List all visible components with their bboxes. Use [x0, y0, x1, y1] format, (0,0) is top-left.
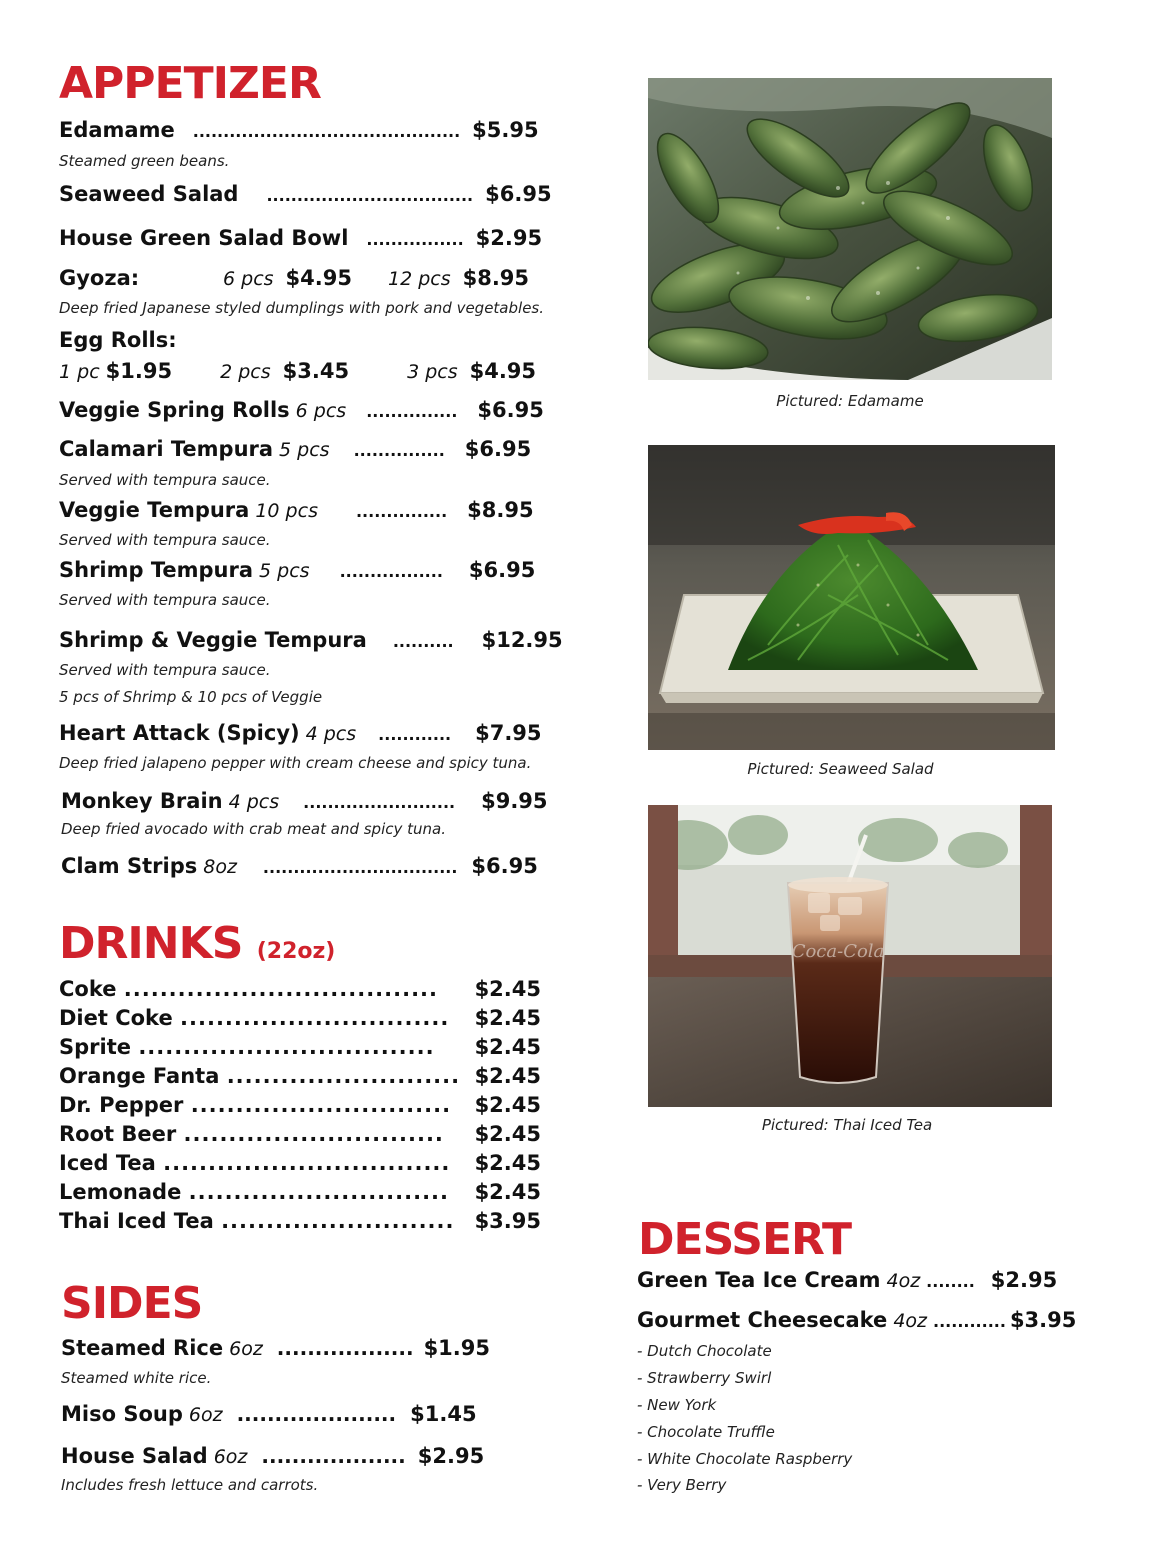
dessert-heading: DESSERT	[638, 1214, 851, 1265]
item-name: Orange Fanta	[59, 1064, 220, 1088]
drinks-heading-size: (22oz)	[256, 939, 336, 964]
item-description: Served with tempura sauce.	[59, 591, 271, 609]
leader-dots: .................................	[138, 1035, 435, 1059]
menu-item-edamame	[59, 118, 539, 142]
item-quantity: 4oz	[886, 1270, 921, 1292]
leader-dots: ................	[366, 230, 464, 249]
item-price: $2.45	[474, 1093, 541, 1117]
item-quantity: 2 pcs	[220, 361, 271, 383]
menu-item-house-salad	[61, 1444, 484, 1468]
leader-dots: ...................	[261, 1444, 406, 1468]
leader-dots: .............................	[183, 1122, 444, 1146]
item-quantity: 12 pcs	[387, 268, 451, 290]
item-name: Seaweed Salad	[59, 182, 239, 206]
item-quantity: 3 pcs	[407, 361, 458, 383]
item-name: Miso Soup	[61, 1402, 183, 1426]
cheesecake-flavor: - Dutch Chocolate	[637, 1342, 772, 1360]
item-price: $4.95	[469, 359, 537, 383]
item-quantity: 6oz	[229, 1338, 263, 1360]
item-price: $7.95	[475, 721, 542, 745]
item-quantity: 10 pcs	[255, 500, 318, 522]
menu-item-green-tea-ice-cream	[637, 1268, 1057, 1292]
item-name: Shrimp & Veggie Tempura	[59, 628, 367, 652]
item-quantity: 5 pcs	[279, 439, 330, 461]
item-name: Dr. Pepper	[59, 1093, 184, 1117]
leader-dots: ...............	[355, 502, 448, 521]
item-name: Lemonade	[59, 1180, 182, 1204]
drink-item	[59, 1006, 541, 1030]
item-price: $6.95	[477, 398, 544, 422]
item-description: Served with tempura sauce.	[59, 531, 271, 549]
item-description: Deep fried Japanese styled dumplings with pork and vegetables.	[59, 299, 545, 317]
item-price: $6.95	[471, 854, 538, 878]
item-quantity: 4oz	[893, 1310, 927, 1332]
item-name: Gourmet Cheesecake	[637, 1308, 888, 1332]
item-price: $2.45	[474, 1122, 541, 1146]
item-description: Served with tempura sauce.	[59, 661, 271, 679]
menu-item-monkey-brain	[61, 789, 548, 813]
item-name: Shrimp Tempura	[59, 558, 254, 582]
menu-item-gyoza	[59, 266, 529, 290]
item-description: Deep fried avocado with crab meat and spicy tuna.	[61, 820, 446, 838]
item-name: Iced Tea	[59, 1151, 156, 1175]
item-price: $8.95	[462, 266, 530, 290]
cheesecake-flavor: - New York	[637, 1396, 717, 1414]
leader-dots: ..................................	[266, 186, 474, 205]
item-price: $2.45	[474, 1180, 541, 1204]
item-quantity: 1 pc	[59, 361, 100, 383]
item-quantity: 4 pcs	[228, 791, 280, 813]
sides-heading: SIDES	[61, 1278, 203, 1329]
menu-item-seaweed-salad	[59, 182, 552, 206]
drink-item	[59, 1209, 541, 1233]
item-description: Deep fried jalapeno pepper with cream cheese and spicy tuna.	[59, 754, 532, 772]
item-price: $9.95	[481, 789, 548, 813]
leader-dots: .............................	[190, 1093, 452, 1117]
thai-iced-tea-image	[648, 805, 1052, 1107]
item-name: Clam Strips	[61, 854, 198, 878]
leader-dots: .............................	[188, 1180, 450, 1204]
leader-dots: ........	[926, 1272, 975, 1291]
cheesecake-flavor: - White Chocolate Raspberry	[637, 1450, 853, 1468]
item-name: Monkey Brain	[61, 789, 223, 813]
leader-dots: .....................	[236, 1402, 397, 1426]
item-name: Coke	[59, 977, 117, 1001]
drinks-heading-title: DRINKS	[59, 918, 243, 969]
seaweed-salad-photo	[648, 445, 1055, 750]
edamame-photo	[648, 78, 1052, 380]
drink-item	[59, 1180, 541, 1204]
item-name: Edamame	[59, 118, 175, 142]
item-quantity: 6oz	[188, 1404, 223, 1426]
item-name: Heart Attack (Spicy)	[59, 721, 300, 745]
leader-dots: ................................	[262, 858, 458, 877]
item-price: $2.45	[474, 1006, 541, 1030]
item-name: Egg Rolls:	[59, 328, 177, 352]
seaweed-salad-caption: Pictured: Seaweed Salad	[747, 760, 934, 778]
leader-dots: ................................	[163, 1151, 451, 1175]
item-price: $2.95	[990, 1268, 1058, 1292]
menu-item-veggie-spring-rolls	[59, 398, 544, 422]
leader-dots: ...............	[366, 402, 458, 421]
item-name: Veggie Spring Rolls	[59, 398, 290, 422]
item-quantity: 6 pcs	[223, 268, 274, 290]
leader-dots: ..............................	[180, 1006, 450, 1030]
item-price: $3.95	[474, 1209, 541, 1233]
item-price: $2.45	[474, 1064, 541, 1088]
item-name: Root Beer	[59, 1122, 177, 1146]
cheesecake-flavor: - Very Berry	[637, 1476, 727, 1494]
item-name: Thai Iced Tea	[59, 1209, 214, 1233]
item-name: Gyoza:	[59, 266, 140, 290]
edamame-image	[648, 78, 1052, 380]
leader-dots: ..................	[276, 1336, 414, 1360]
drinks-heading	[59, 918, 336, 969]
item-price: $2.45	[474, 977, 541, 1001]
item-description: Steamed white rice.	[61, 1369, 212, 1387]
item-description: 5 pcs of Shrimp & 10 pcs of Veggie	[59, 688, 323, 706]
drink-item	[59, 1151, 541, 1175]
item-name: Steamed Rice	[61, 1336, 224, 1360]
drink-item	[59, 1035, 541, 1059]
item-name: Veggie Tempura	[59, 498, 250, 522]
item-price: $5.95	[472, 118, 539, 142]
item-price: $6.95	[468, 558, 536, 582]
menu-item-shrimp-veggie-tempura	[59, 628, 563, 652]
drink-item	[59, 1093, 541, 1117]
menu-item-veggie-tempura	[59, 498, 534, 522]
item-quantity: 6 pcs	[295, 400, 347, 422]
item-price: $3.45	[282, 359, 350, 383]
appetizer-heading: APPETIZER	[59, 58, 321, 109]
menu-item-calamari-tempura	[59, 437, 531, 461]
edamame-caption: Pictured: Edamame	[776, 392, 924, 410]
menu-item-clam-strips	[61, 854, 538, 878]
item-name: Calamari Tempura	[59, 437, 274, 461]
item-price: $2.95	[417, 1444, 485, 1468]
thai-iced-tea-caption: Pictured: Thai Iced Tea	[761, 1116, 933, 1134]
glass-logo: Coca-Cola	[791, 941, 885, 962]
item-name: Green Tea Ice Cream	[637, 1268, 881, 1292]
item-price: $2.45	[474, 1151, 541, 1175]
menu-item-egg-rolls	[59, 328, 177, 352]
item-price: $12.95	[481, 628, 563, 652]
item-price: $1.95	[423, 1336, 490, 1360]
menu-item-egg-rolls-prices	[59, 359, 536, 383]
item-quantity: 8oz	[203, 856, 237, 878]
leader-dots: ..........................	[226, 1064, 461, 1088]
item-quantity: 4 pcs	[305, 723, 357, 745]
drink-item	[59, 1064, 541, 1088]
thai-iced-tea-photo	[648, 805, 1052, 1107]
item-name: Sprite	[59, 1035, 131, 1059]
item-price: $8.95	[467, 498, 534, 522]
menu-item-house-green-salad	[59, 226, 542, 250]
item-quantity: 5 pcs	[259, 560, 310, 582]
item-price: $2.95	[475, 226, 543, 250]
item-price: $1.95	[105, 359, 173, 383]
menu-item-heart-attack	[59, 721, 542, 745]
cheesecake-flavor: - Strawberry Swirl	[637, 1369, 772, 1387]
item-price: $2.45	[474, 1035, 541, 1059]
cheesecake-flavor: - Chocolate Truffle	[637, 1423, 775, 1441]
item-name: House Green Salad Bowl	[59, 226, 349, 250]
item-price: $6.95	[485, 182, 552, 206]
item-description: Served with tempura sauce.	[59, 471, 271, 489]
menu-item-miso-soup	[61, 1402, 477, 1426]
item-name: Diet Coke	[59, 1006, 173, 1030]
item-description: Includes fresh lettuce and carrots.	[61, 1476, 319, 1494]
leader-dots: ..........	[392, 632, 454, 651]
item-description: Steamed green beans.	[59, 152, 230, 170]
seaweed-salad-image	[648, 445, 1055, 750]
item-price: $6.95	[464, 437, 532, 461]
leader-dots: ...............	[353, 441, 445, 460]
menu-item-gourmet-cheesecake	[637, 1308, 1076, 1332]
leader-dots: .................	[339, 562, 443, 581]
item-price: $3.95	[1009, 1308, 1077, 1332]
drink-item	[59, 1122, 541, 1146]
item-price: $4.95	[285, 266, 352, 290]
drink-item	[59, 977, 541, 1001]
leader-dots: ...................................	[123, 977, 439, 1001]
leader-dots: ............................................	[192, 122, 461, 141]
leader-dots: ............	[933, 1312, 1006, 1331]
item-price: $1.45	[410, 1402, 477, 1426]
leader-dots: .........................	[303, 793, 456, 812]
item-name: House Salad	[61, 1444, 208, 1468]
item-quantity: 6oz	[213, 1446, 248, 1468]
leader-dots: ............	[378, 725, 452, 744]
leader-dots: ..........................	[221, 1209, 455, 1233]
menu-item-steamed-rice	[61, 1336, 490, 1360]
menu-item-shrimp-tempura	[59, 558, 535, 582]
